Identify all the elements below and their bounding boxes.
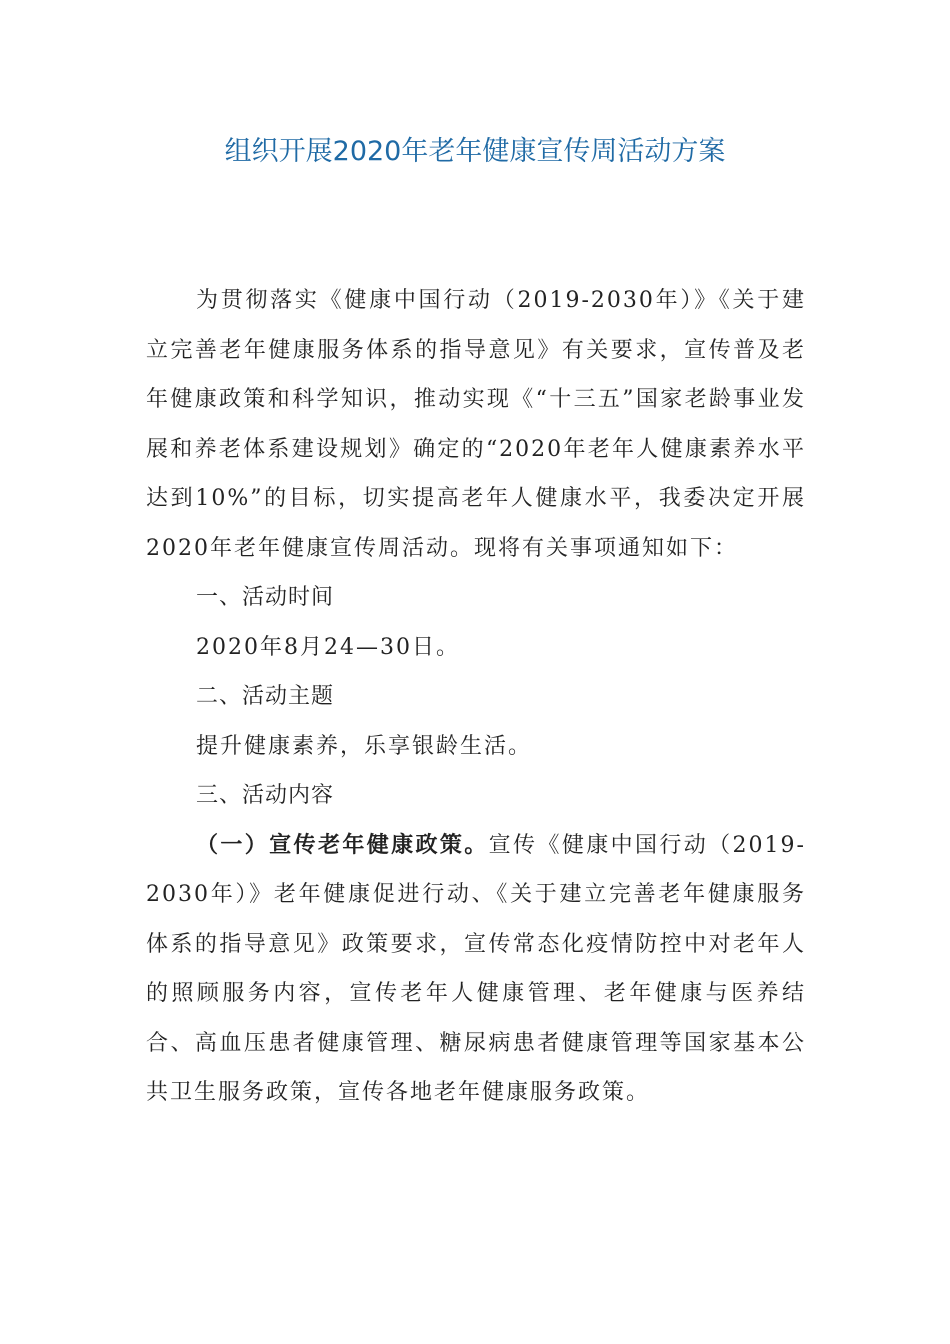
subsection-paragraph	[146, 821, 806, 1118]
document-body	[146, 276, 806, 1118]
section-heading-theme: 二、活动主题	[196, 684, 335, 709]
section-text-time: 2020年8月24—30日。	[196, 634, 460, 660]
document-title: 组织开展2020年老年健康宣传周活动方案	[224, 136, 726, 167]
section-heading-time: 一、活动时间	[196, 585, 335, 610]
section-heading-content: 三、活动内容	[196, 783, 335, 808]
subsection-text: 宣传《健康中国行动（2019-2030年）》老年健康促进行动、《关于建立完善老年健康服务体系的指导意见》政策要求，宣传常态化疫情防控中对老年人的照顾服务内容，宣传老年人健康管理、老年健康与医养结合、高血压患者健康管理、糖尿病患者健康管理等国家基本公共卫生服务政策，宣传各地老年健康服务政策。	[146, 832, 806, 1105]
section-text-theme: 提升健康素养，乐享银龄生活。	[196, 733, 533, 759]
intro-paragraph: 为贯彻落实《健康中国行动（2019-2030年）》《关于建立完善老年健康服务体系的指导意见》有关要求，宣传普及老年健康政策和科学知识，推动实现《“十三五”国家老龄事业发展和养老体系建设规划》确定的“2020年老年人健康素养水平达到10%”的目标，切实提高老年人健康水平，我委决定开展2020年老年健康宣传周活动。现将有关事项通知如下：	[146, 288, 806, 561]
subsection-lead: （一）宣传老年健康政策。	[196, 831, 489, 858]
